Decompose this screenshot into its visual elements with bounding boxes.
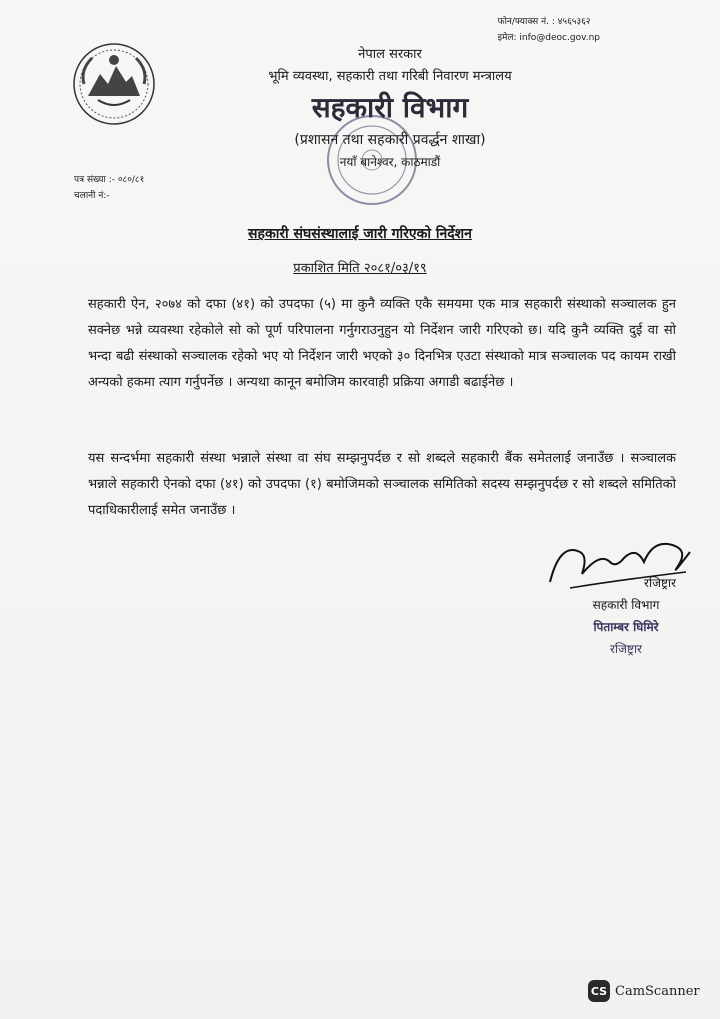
signatory-name: पिताम्बर घिमिरे [593, 620, 659, 634]
office-address: नयाँ बानेश्वर, काठमाडौं [339, 155, 441, 169]
signatory-title: रजिष्ट्रार [644, 576, 676, 590]
ministry-name: भूमि व्यवस्था, सहकारी तथा गरिबी निवारण मन्त्रालय [268, 69, 512, 84]
camscanner-watermark [588, 980, 700, 1002]
phone-fax: फोन/फ्याक्स नं. : ४५६५३६२ [497, 17, 591, 27]
letter-subject: सहकारी संघसंस्थालाई जारी गरिएको निर्देशन [248, 226, 472, 242]
email-address: इमेल: info@deoc.gov.np [497, 33, 600, 43]
dispatch-number: चलानी नं:- [74, 191, 110, 201]
signatory-department: सहकारी विभाग [592, 598, 660, 612]
camscanner-logo-icon: CS [588, 980, 610, 1002]
published-date: प्रकाशित मिति २०८१/०३/१९ [293, 261, 427, 276]
government-name: नेपाल सरकार [358, 47, 422, 62]
signatory-title-stamp: रजिष्ट्रार [610, 642, 642, 656]
contact-info [498, 14, 600, 46]
government-emblem-icon [70, 40, 158, 128]
letter-number: पत्र संख्या :- ०८०/८१ [74, 175, 145, 185]
branch-name: (प्रशासन तथा सहकारी प्रवर्द्धन शाखा) [294, 132, 486, 148]
department-name: सहकारी विभाग [311, 91, 469, 124]
signature-block [556, 572, 696, 660]
camscanner-label: CamScanner [615, 983, 700, 999]
reference-numbers [74, 172, 144, 204]
body-paragraph-2: यस सन्दर्भमा सहकारी संस्था भन्नाले संस्था वा संघ सम्झनुपर्दछ र सो शब्दले सहकारी बैंक समेतलाई जनाउँछ । सञ्चालक भन्नाले सहकारी ऐनको दफा (४१) को उपदफा (१) बमोजिमको सञ्चालक समितिको सदस्य सम्झनुपर्दछ र सो शब्दले समितिको पदाधिकारीलाई समेत जनाउँछ । [88, 451, 676, 518]
official-seal-icon [320, 108, 424, 212]
body-paragraph-1: सहकारी ऐन, २०७४ को दफा (४१) को उपदफा (५) मा कुनै व्यक्ति एकै समयमा एक मात्र सहकारी संस्थाको सञ्चालक हुन सक्नेछ भन्ने व्यवस्था रहेकोले सो को पूर्ण परिपालना गर्नुगराउनुहुन यो निर्देशन जारी गरिएको छ। यदि कुनै व्यक्ति दुई वा सो भन्दा बढी संस्थाको सञ्चालक रहेको भए यो निर्देशन जारी भएको ३० दिनभित्र एउटा संस्थाको मात्र सञ्चालक पद कायम राखी अन्यको हकमा त्याग गर्नुपर्नेछ । अन्यथा कानून बमोजिम कारवाही प्रक्रिया अगाडी बढाईनेछ । [88, 297, 676, 390]
